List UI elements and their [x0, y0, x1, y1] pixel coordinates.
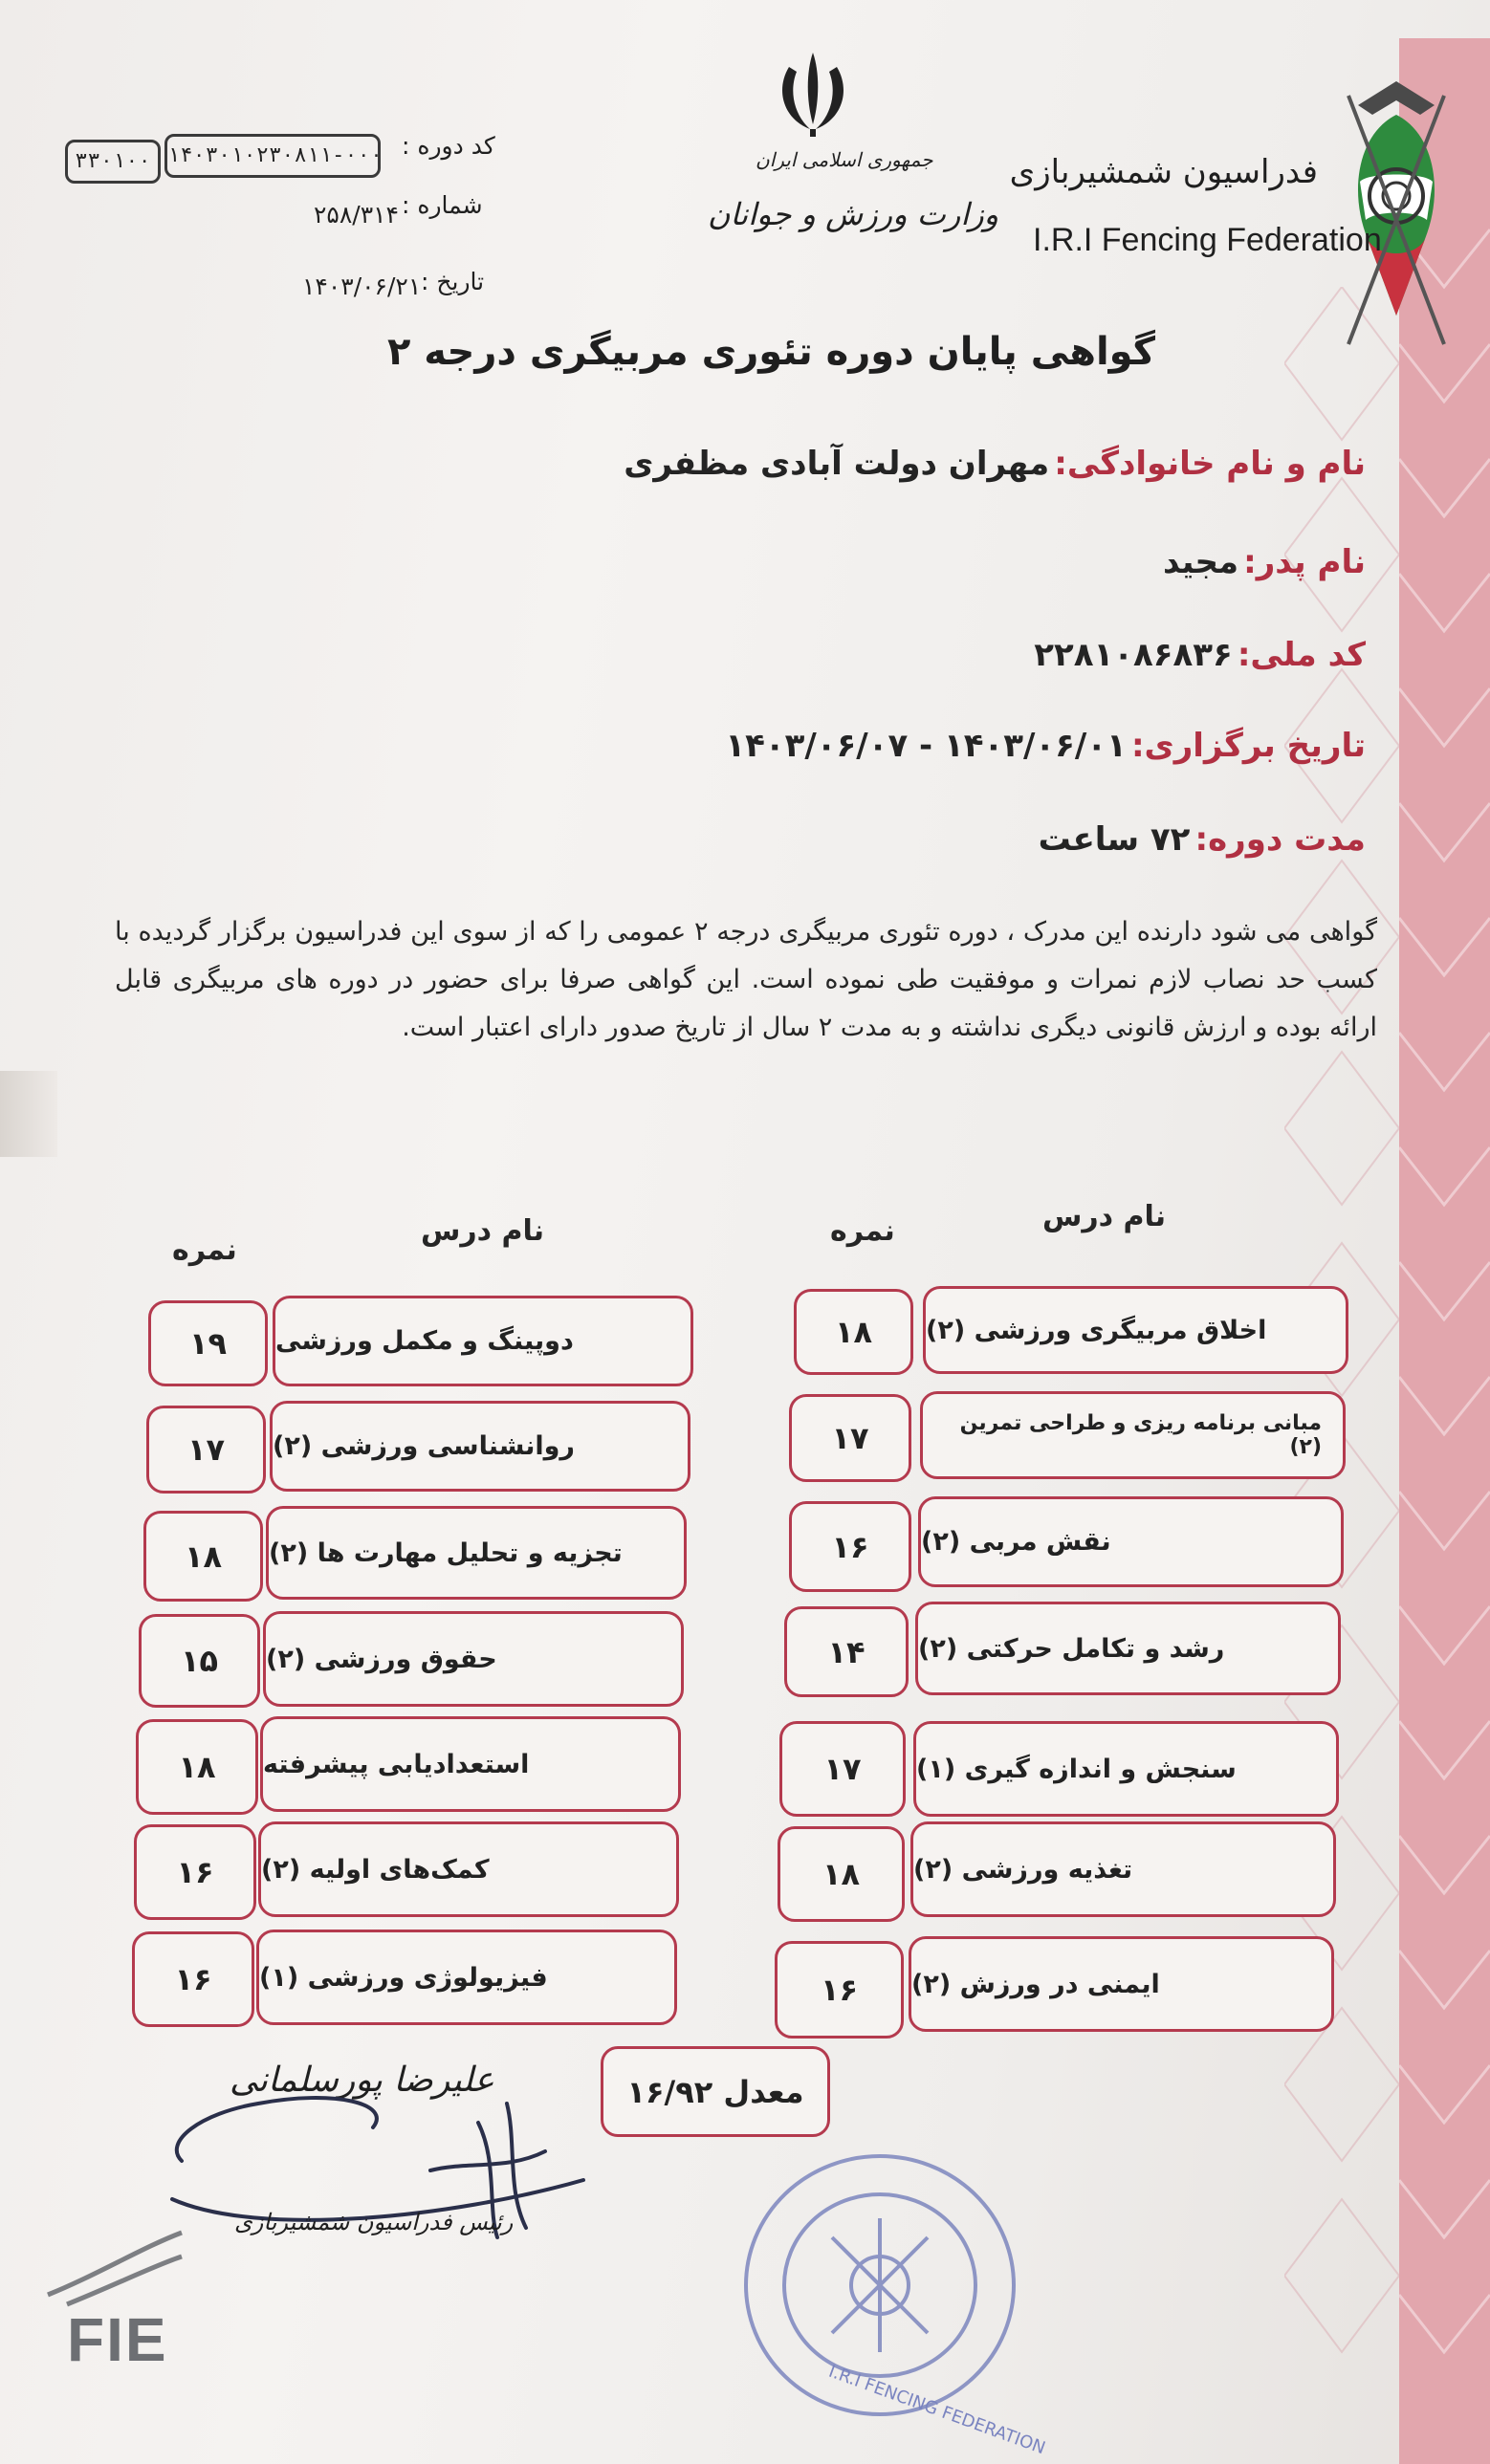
course-code-label: کد دوره : — [402, 132, 495, 160]
course-left-1 — [273, 1296, 693, 1386]
field-national-id — [1034, 636, 1366, 674]
iran-emblem-icon — [770, 48, 856, 139]
federation-name-en: I.R.I Fencing Federation — [1033, 222, 1382, 258]
course-name: تجزیه و تحلیل مهارت ها (۲) — [269, 1537, 623, 1568]
stamp-text: I.R.I FENCING FEDERATION — [825, 2361, 1048, 2459]
duration-value: ۷۲ ساعت — [1038, 820, 1191, 859]
course-grade: ۱۶ — [176, 1854, 214, 1890]
course-right-7 — [909, 1936, 1334, 2032]
course-name: سنجش و اندازه گیری (۱) — [916, 1754, 1237, 1784]
fie-swoosh-icon — [38, 2228, 191, 2314]
header-grade-right: نمره — [830, 1214, 895, 1248]
course-grade: ۱۷ — [823, 1751, 862, 1787]
course-date-value: ۱۴۰۳/۰۶/۰۱ - ۱۴۰۳/۰۶/۰۷ — [725, 727, 1127, 765]
grade-right-5 — [779, 1721, 906, 1817]
header-course-left: نام درس — [421, 1214, 545, 1248]
fullname-label: نام و نام خانوادگی: — [1054, 445, 1366, 483]
signature-role: رئیس فدراسیون شمشیربازی — [234, 2209, 514, 2235]
course-grade: ۱۴ — [827, 1633, 866, 1670]
paper-fold — [0, 1071, 57, 1157]
course-grade: ۱۷ — [186, 1431, 226, 1468]
course-name: تغذیه ورزشی (۲) — [913, 1854, 1133, 1885]
course-grade: ۱۶ — [174, 1961, 212, 1997]
course-name: دوپینگ و مکمل ورزشی — [275, 1326, 574, 1356]
grade-right-3 — [789, 1501, 911, 1592]
course-grade: ۱۶ — [831, 1528, 869, 1565]
header-grade-left: نمره — [172, 1233, 237, 1267]
course-grade: ۱۸ — [178, 1749, 216, 1785]
course-left-3 — [266, 1506, 687, 1600]
grade-right-7 — [775, 1941, 904, 2039]
federation-name-fa: فدراسیون شمشیربازی — [1009, 153, 1318, 191]
date-label: تاریخ : — [421, 268, 485, 295]
course-right-1 — [923, 1286, 1348, 1374]
course-grade: ۱۷ — [831, 1420, 869, 1456]
course-grade: ۱۸ — [184, 1537, 223, 1575]
grade-left-3 — [143, 1511, 263, 1602]
decorative-ribbon — [1399, 38, 1490, 2464]
course-grade: ۱۵ — [180, 1643, 219, 1679]
course-code-box — [164, 134, 381, 178]
course-name: استعدادیابی پیشرفته — [263, 1749, 530, 1779]
header-course-right: نام درس — [1042, 1200, 1167, 1233]
course-code-suffix-box — [65, 140, 161, 184]
fullname-value: مهران دولت آبادی مظفری — [624, 445, 1050, 483]
grade-left-6 — [134, 1824, 256, 1920]
course-left-4 — [263, 1611, 684, 1707]
course-right-4 — [915, 1602, 1341, 1695]
certificate-title: گواهی پایان دوره تئوری مربیگری درجه ۲ — [386, 330, 1155, 374]
course-right-6 — [910, 1821, 1336, 1917]
course-right-3 — [918, 1496, 1344, 1587]
field-course-date — [725, 727, 1366, 765]
duration-label: مدت دوره: — [1194, 820, 1366, 859]
signature-name: علیرضا پورسلمانی — [230, 2061, 494, 2100]
average-box — [601, 2046, 830, 2137]
course-left-2 — [270, 1401, 690, 1492]
course-grade: ۱۹ — [188, 1325, 228, 1362]
father-name-value: مجید — [1162, 543, 1239, 581]
course-name: مبانی برنامه ریزی و طراحی تمرین (۲) — [959, 1411, 1322, 1459]
ministry-text: وزارت ورزش و جوانان — [708, 196, 999, 232]
course-right-5 — [913, 1721, 1339, 1817]
course-name: اخلاق مربیگری ورزشی (۲) — [926, 1315, 1267, 1345]
course-grade: ۱۸ — [834, 1314, 873, 1350]
grade-right-1 — [794, 1289, 913, 1375]
certificate-paragraph: گواهی می شود دارنده این مدرک ، دوره تئوری مربیگری درجه ۲ عمومی را که از سوی این فدراسیون برگزار گردیده با کسب حد نصاب لازم نمرات و موفقیت طی نموده است. این گواهی صرفا برای حضور در دوره های مربیگری قابل ارائه بوده و ارزش قانونی دیگری نداشته و به مدت ۲ سال از تاریخ صدور دارای اعتبار است. — [115, 917, 1377, 1042]
grade-left-7 — [132, 1931, 254, 2027]
grade-left-5 — [136, 1719, 258, 1815]
grade-left-1 — [148, 1300, 268, 1386]
grade-left-4 — [139, 1614, 260, 1708]
course-right-2 — [920, 1391, 1346, 1479]
field-fullname — [624, 445, 1366, 483]
average-value: معدل ۱۶/۹۲ — [626, 2073, 804, 2110]
course-left-6 — [258, 1821, 679, 1917]
grade-right-2 — [789, 1394, 911, 1482]
number-label: شماره : — [402, 191, 483, 219]
course-name: رشد و تکامل حرکتی (۲) — [918, 1633, 1225, 1664]
course-name: حقوق ورزشی (۲) — [266, 1644, 497, 1674]
course-code-value: ۱۴۰۳۰۱۰۲۳۰۸۱۱-۰۰۰ — [167, 143, 383, 167]
national-id-label: کد ملی: — [1237, 636, 1366, 674]
course-code-suffix: ۳۳۰۱۰۰ — [75, 149, 151, 173]
fie-logo: FIE — [67, 2305, 168, 2374]
course-left-7 — [256, 1930, 677, 2025]
grade-left-2 — [146, 1406, 266, 1494]
field-duration — [1039, 820, 1366, 859]
grade-right-6 — [778, 1826, 905, 1922]
number-value: ۲۵۸/۳۱۴ — [314, 201, 399, 229]
father-name-label: نام پدر: — [1243, 543, 1366, 581]
course-left-5 — [260, 1716, 681, 1812]
course-name: کمک‌های اولیه (۲) — [261, 1854, 490, 1885]
course-name: نقش مربی (۲) — [921, 1527, 1111, 1557]
field-father-name — [1163, 543, 1366, 581]
course-name: فیزیولوژی ورزشی (۱) — [259, 1962, 548, 1993]
national-id-value: ۲۲۸۱۰۸۶۸۳۶ — [1034, 636, 1233, 674]
course-grade: ۱۶ — [820, 1972, 859, 2008]
grade-right-4 — [784, 1606, 909, 1697]
date-value: ۱۴۰۳/۰۶/۲۱ — [302, 273, 422, 300]
fencing-federation-logo — [1339, 76, 1454, 363]
course-name: روانشناسی ورزشی (۲) — [273, 1431, 575, 1461]
course-date-label: تاریخ برگزاری: — [1130, 727, 1366, 765]
course-name: ایمنی در ورزش (۲) — [911, 1969, 1160, 1999]
republic-text: جمهوری اسلامی ایران — [756, 148, 933, 171]
course-grade: ۱۸ — [822, 1856, 861, 1892]
